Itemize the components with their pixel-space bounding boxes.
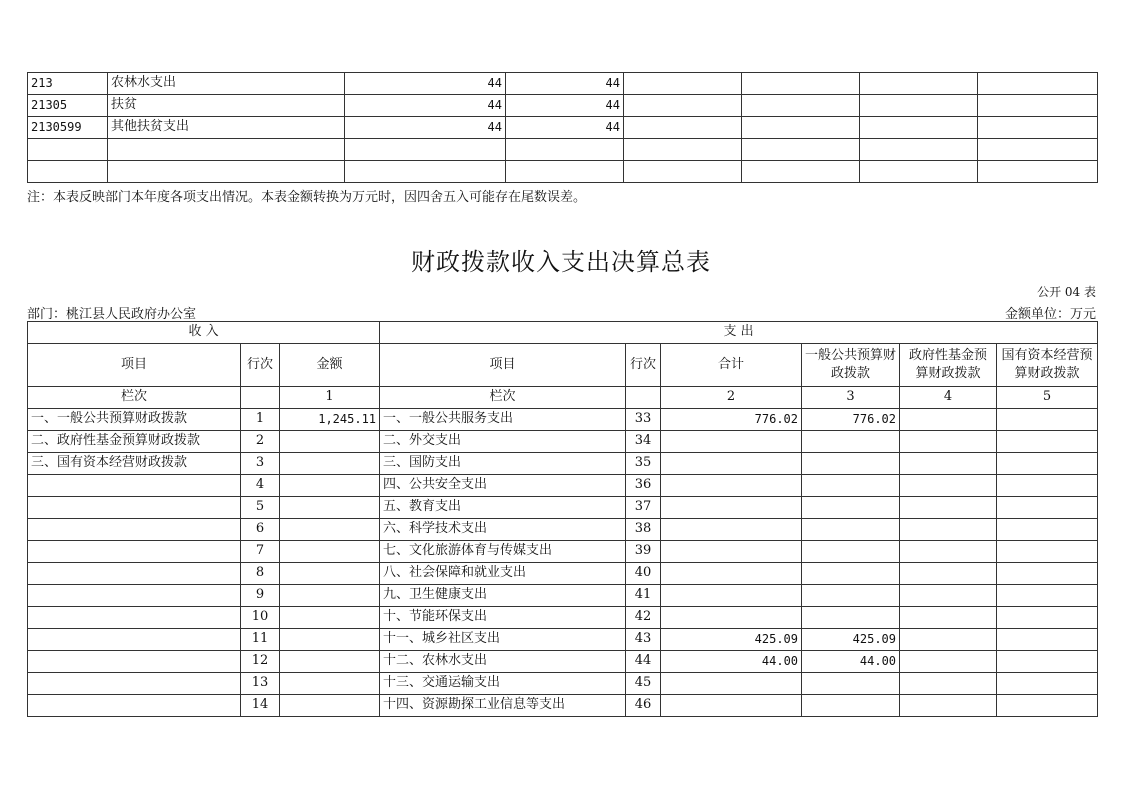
table-row (28, 607, 1098, 629)
expense-item: 一、一般公共服务支出 (380, 409, 626, 431)
expense-item: 十二、农林水支出 (380, 651, 626, 673)
row-blank-1 (624, 95, 742, 117)
expense-fund (900, 541, 997, 563)
row-blank-3 (860, 95, 978, 117)
income-line: 5 (241, 497, 280, 519)
state-capital-header: 国有资本经营预算财政拨款 (997, 344, 1098, 387)
col-3: 3 (802, 387, 900, 409)
expense-general (802, 585, 900, 607)
expense-item: 八、社会保障和就业支出 (380, 563, 626, 585)
expense-line: 41 (626, 585, 661, 607)
table-row (28, 563, 1098, 585)
expense-line: 42 (626, 607, 661, 629)
row-blank-3 (860, 139, 978, 161)
expense-capital (997, 563, 1098, 585)
expense-total (661, 519, 802, 541)
table-row (28, 497, 1098, 519)
expense-capital (997, 453, 1098, 475)
income-amount (280, 673, 380, 695)
form-code: 公开 04 表 (1037, 285, 1096, 299)
expense-item: 四、公共安全支出 (380, 475, 626, 497)
income-line: 2 (241, 431, 280, 453)
header-row-1 (28, 322, 1098, 344)
expense-header: 支 出 (380, 322, 1098, 344)
table-row (28, 139, 1098, 161)
row-total (345, 139, 506, 161)
income-amount (280, 629, 380, 651)
expense-detail-table (27, 72, 1098, 183)
table-row (28, 519, 1098, 541)
row-blank-1 (624, 161, 742, 183)
expense-fund (900, 497, 997, 519)
expense-item: 六、科学技术支出 (380, 519, 626, 541)
expense-line: 40 (626, 563, 661, 585)
expense-fund (900, 409, 997, 431)
total-header: 合计 (661, 344, 802, 387)
income-line: 12 (241, 651, 280, 673)
row-name: 农林水支出 (108, 73, 345, 95)
income-amount (280, 475, 380, 497)
row-blank-4 (978, 139, 1098, 161)
expense-total (661, 541, 802, 563)
income-line-header: 行次 (241, 344, 280, 387)
income-amount: 1,245.11 (280, 409, 380, 431)
expense-item: 十四、资源勘探工业信息等支出 (380, 695, 626, 717)
expense-fund (900, 607, 997, 629)
expense-fund (900, 673, 997, 695)
expense-item: 十三、交通运输支出 (380, 673, 626, 695)
expense-fund (900, 453, 997, 475)
expense-general (802, 541, 900, 563)
income-amount (280, 453, 380, 475)
table-row (28, 651, 1098, 673)
income-amount (280, 431, 380, 453)
expense-total (661, 585, 802, 607)
income-line: 3 (241, 453, 280, 475)
income-item (28, 541, 241, 563)
expense-total (661, 475, 802, 497)
header-row-2 (28, 344, 1098, 387)
expense-total (661, 453, 802, 475)
row-name (108, 139, 345, 161)
col-5: 5 (997, 387, 1098, 409)
expense-general (802, 475, 900, 497)
expense-total (661, 497, 802, 519)
income-amount (280, 607, 380, 629)
row-blank-2 (742, 95, 860, 117)
table-row (28, 117, 1098, 139)
expense-total (661, 563, 802, 585)
income-item (28, 519, 241, 541)
row-blank-3 (860, 117, 978, 139)
row-total (345, 161, 506, 183)
col-1: 1 (280, 387, 380, 409)
expense-fund (900, 563, 997, 585)
exp-col-blank (626, 387, 661, 409)
col-4: 4 (900, 387, 997, 409)
table-row (28, 673, 1098, 695)
table-row (28, 585, 1098, 607)
income-line: 11 (241, 629, 280, 651)
expense-fund (900, 651, 997, 673)
income-amount (280, 651, 380, 673)
income-item (28, 695, 241, 717)
expense-general (802, 563, 900, 585)
expense-line: 36 (626, 475, 661, 497)
income-amount (280, 497, 380, 519)
income-amount (280, 695, 380, 717)
row-basic: 44 (506, 95, 624, 117)
gov-fund-header: 政府性基金预算财政拨款 (900, 344, 997, 387)
expense-line: 35 (626, 453, 661, 475)
income-item (28, 475, 241, 497)
income-item (28, 607, 241, 629)
row-blank-4 (978, 73, 1098, 95)
row-blank-3 (860, 161, 978, 183)
expense-total (661, 673, 802, 695)
col-2: 2 (661, 387, 802, 409)
row-blank-1 (624, 139, 742, 161)
income-item (28, 673, 241, 695)
expense-total: 44.00 (661, 651, 802, 673)
row-total: 44 (345, 73, 506, 95)
row-blank-2 (742, 139, 860, 161)
row-blank-1 (624, 117, 742, 139)
expense-line: 37 (626, 497, 661, 519)
expense-line-header: 行次 (626, 344, 661, 387)
expense-general (802, 431, 900, 453)
expense-item: 十一、城乡社区支出 (380, 629, 626, 651)
expense-general (802, 695, 900, 717)
income-amount-header: 金额 (280, 344, 380, 387)
expense-general (802, 453, 900, 475)
expense-general (802, 519, 900, 541)
expense-item: 九、卫生健康支出 (380, 585, 626, 607)
row-blank-2 (742, 73, 860, 95)
expense-fund (900, 695, 997, 717)
expense-general (802, 673, 900, 695)
row-name: 扶贫 (108, 95, 345, 117)
income-line: 1 (241, 409, 280, 431)
summary-table (27, 321, 1098, 717)
expense-line: 34 (626, 431, 661, 453)
row-code (28, 161, 108, 183)
expense-fund (900, 519, 997, 541)
expense-capital (997, 629, 1098, 651)
table-row (28, 161, 1098, 183)
income-item (28, 651, 241, 673)
expense-capital (997, 475, 1098, 497)
row-blank-4 (978, 117, 1098, 139)
exp-col-label: 栏次 (380, 387, 626, 409)
income-item (28, 629, 241, 651)
expense-capital (997, 541, 1098, 563)
row-blank-4 (978, 95, 1098, 117)
col-blank (241, 387, 280, 409)
expense-general: 44.00 (802, 651, 900, 673)
row-code: 213 (28, 73, 108, 95)
income-amount (280, 563, 380, 585)
income-item (28, 563, 241, 585)
expense-capital (997, 673, 1098, 695)
table-row (28, 431, 1098, 453)
row-name: 其他扶贫支出 (108, 117, 345, 139)
row-name (108, 161, 345, 183)
expense-fund (900, 629, 997, 651)
row-blank-4 (978, 161, 1098, 183)
expense-general (802, 497, 900, 519)
expense-capital (997, 431, 1098, 453)
table-row (28, 541, 1098, 563)
row-basic (506, 161, 624, 183)
income-item: 二、政府性基金预算财政拨款 (28, 431, 241, 453)
expense-total (661, 607, 802, 629)
expense-fund (900, 475, 997, 497)
expense-general: 776.02 (802, 409, 900, 431)
row-blank-2 (742, 161, 860, 183)
table-row (28, 95, 1098, 117)
income-line: 7 (241, 541, 280, 563)
row-basic (506, 139, 624, 161)
expense-line: 46 (626, 695, 661, 717)
table-row (28, 409, 1098, 431)
expense-general (802, 607, 900, 629)
table-note: 注：本表反映部门本年度各项支出情况。本表金额转换为万元时，因四舍五入可能存在尾数误差。 (27, 190, 587, 205)
expense-fund (900, 585, 997, 607)
row-blank-3 (860, 73, 978, 95)
income-line: 6 (241, 519, 280, 541)
income-line: 14 (241, 695, 280, 717)
income-item (28, 497, 241, 519)
expense-total (661, 695, 802, 717)
expense-total (661, 431, 802, 453)
expense-capital (997, 607, 1098, 629)
income-line: 4 (241, 475, 280, 497)
income-item: 三、国有资本经营财政拨款 (28, 453, 241, 475)
expense-line: 38 (626, 519, 661, 541)
row-total: 44 (345, 117, 506, 139)
expense-item-header: 项目 (380, 344, 626, 387)
income-header: 收 入 (28, 322, 380, 344)
expense-line: 43 (626, 629, 661, 651)
row-basic: 44 (506, 73, 624, 95)
row-blank-1 (624, 73, 742, 95)
expense-total: 776.02 (661, 409, 802, 431)
general-budget-header: 一般公共预算财政拨款 (802, 344, 900, 387)
income-amount (280, 519, 380, 541)
expense-capital (997, 497, 1098, 519)
income-line: 9 (241, 585, 280, 607)
expense-capital (997, 651, 1098, 673)
expense-item: 三、国防支出 (380, 453, 626, 475)
expense-total: 425.09 (661, 629, 802, 651)
header-row-3 (28, 387, 1098, 409)
unit-label: 金额单位：万元 (1004, 307, 1096, 322)
table-row (28, 629, 1098, 651)
row-basic: 44 (506, 117, 624, 139)
expense-line: 44 (626, 651, 661, 673)
income-line: 13 (241, 673, 280, 695)
expense-line: 45 (626, 673, 661, 695)
expense-item: 五、教育支出 (380, 497, 626, 519)
expense-general: 425.09 (802, 629, 900, 651)
row-code (28, 139, 108, 161)
expense-capital (997, 585, 1098, 607)
expense-line: 39 (626, 541, 661, 563)
expense-capital (997, 519, 1098, 541)
table-row (28, 695, 1098, 717)
expense-capital (997, 695, 1098, 717)
income-amount (280, 585, 380, 607)
income-item (28, 585, 241, 607)
income-item-header: 项目 (28, 344, 241, 387)
expense-line: 33 (626, 409, 661, 431)
table-row (28, 73, 1098, 95)
table-row (28, 475, 1098, 497)
col-label: 栏次 (28, 387, 241, 409)
expense-fund (900, 431, 997, 453)
department-label: 部门：桃江县人民政府办公室 (27, 307, 197, 322)
row-total: 44 (345, 95, 506, 117)
table-row (28, 453, 1098, 475)
row-code: 2130599 (28, 117, 108, 139)
expense-item: 七、文化旅游体育与传媒支出 (380, 541, 626, 563)
row-code: 21305 (28, 95, 108, 117)
income-item: 一、一般公共预算财政拨款 (28, 409, 241, 431)
income-line: 10 (241, 607, 280, 629)
page-title: 财政拨款收入支出决算总表 (411, 248, 711, 276)
expense-item: 二、外交支出 (380, 431, 626, 453)
income-amount (280, 541, 380, 563)
expense-item: 十、节能环保支出 (380, 607, 626, 629)
expense-capital (997, 409, 1098, 431)
row-blank-2 (742, 117, 860, 139)
income-line: 8 (241, 563, 280, 585)
